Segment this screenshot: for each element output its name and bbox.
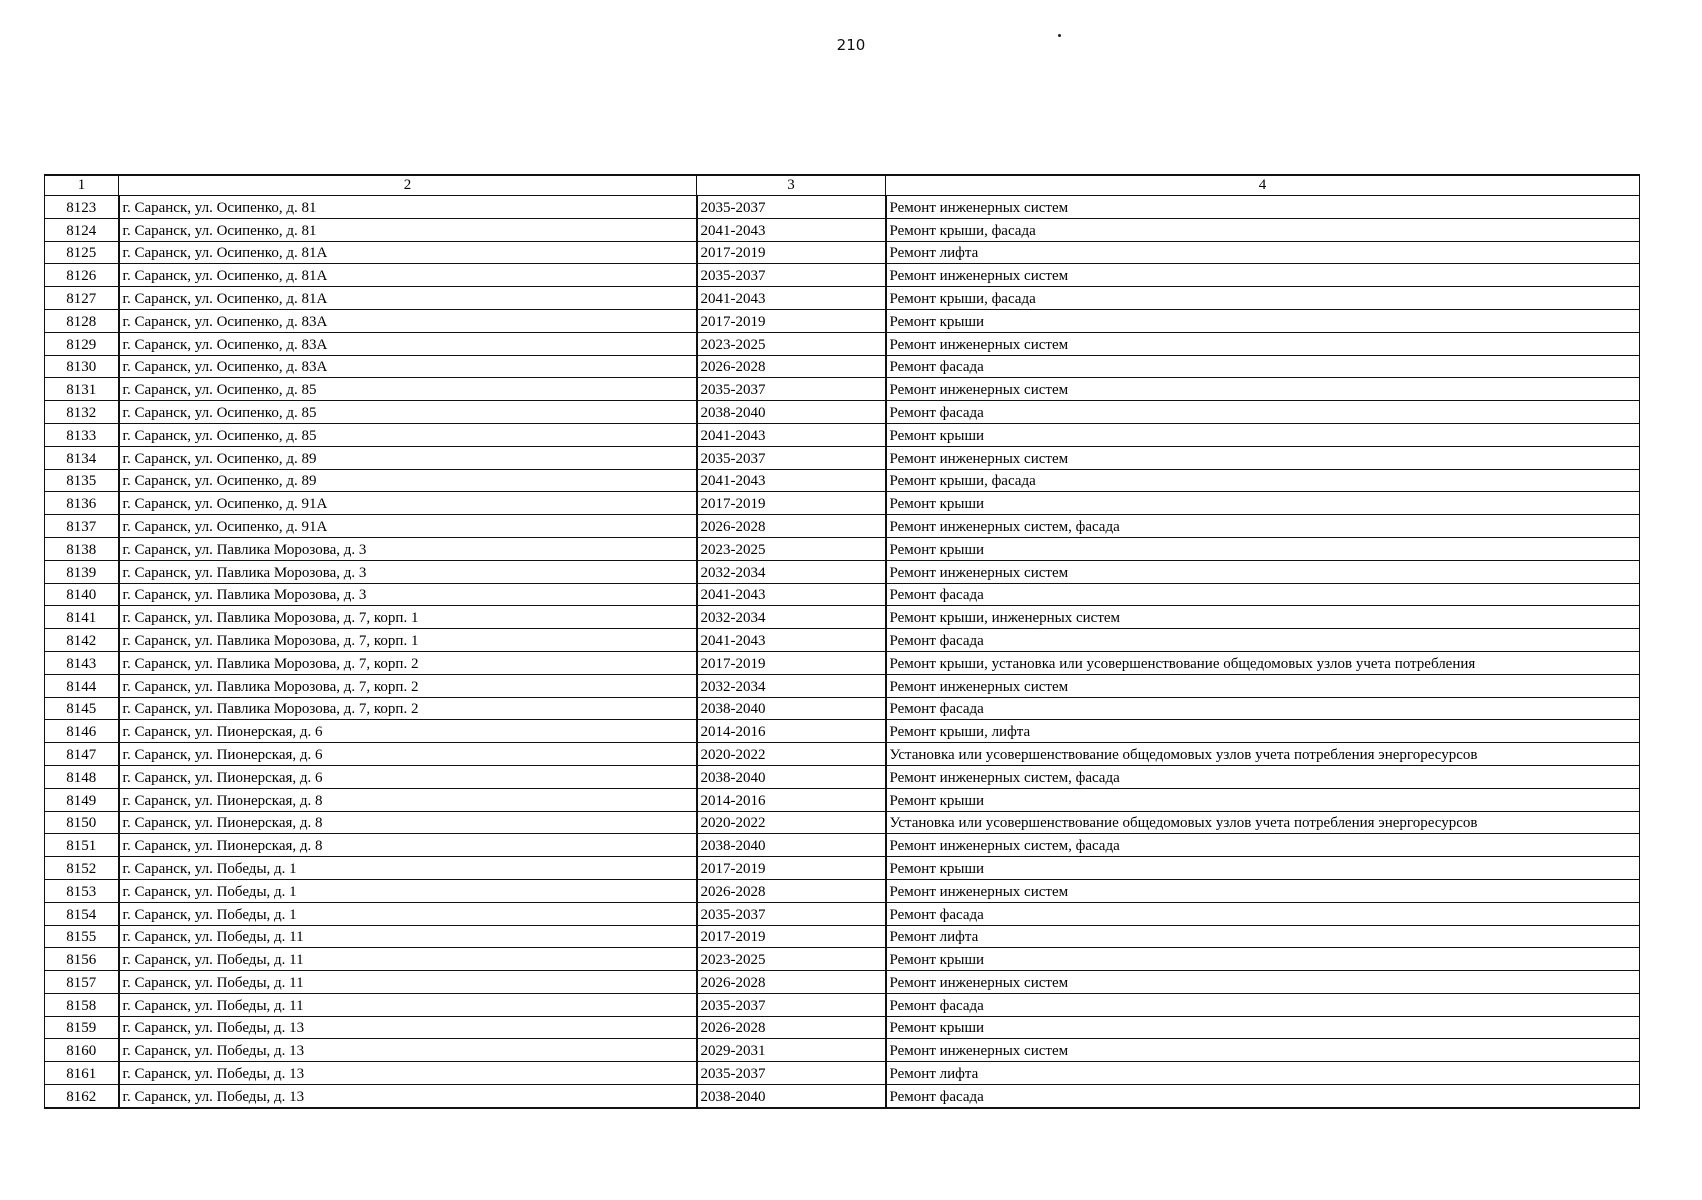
address-cell: г. Саранск, ул. Павлика Морозова, д. 3: [119, 537, 697, 560]
period-cell: 2035-2037: [697, 446, 886, 469]
address-cell: г. Саранск, ул. Павлика Морозова, д. 7, корп. 2: [119, 651, 697, 674]
table-row: [45, 515, 1640, 538]
period-cell: 2026-2028: [697, 1016, 886, 1039]
work-type-cell: Ремонт инженерных систем: [886, 332, 1640, 355]
table-row: [45, 1085, 1640, 1108]
row-number: 8142: [45, 629, 119, 652]
row-number: 8155: [45, 925, 119, 948]
address-cell: г. Саранск, ул. Павлика Морозова, д. 3: [119, 560, 697, 583]
table-row: [45, 401, 1640, 424]
table-row: [45, 196, 1640, 219]
table-row: [45, 857, 1640, 880]
period-cell: 2041-2043: [697, 469, 886, 492]
work-type-cell: Ремонт фасада: [886, 697, 1640, 720]
table-row: [45, 651, 1640, 674]
work-type-cell: Ремонт фасада: [886, 355, 1640, 378]
row-number: 8148: [45, 765, 119, 788]
row-number: 8157: [45, 971, 119, 994]
work-type-cell: Ремонт крыши, лифта: [886, 720, 1640, 743]
address-cell: г. Саранск, ул. Пионерская, д. 6: [119, 765, 697, 788]
work-type-cell: Ремонт крыши, инженерных систем: [886, 606, 1640, 629]
address-cell: г. Саранск, ул. Павлика Морозова, д. 3: [119, 583, 697, 606]
period-cell: 2023-2025: [697, 332, 886, 355]
period-cell: 2026-2028: [697, 515, 886, 538]
address-cell: г. Саранск, ул. Пионерская, д. 8: [119, 788, 697, 811]
work-type-cell: Ремонт лифта: [886, 1062, 1640, 1085]
work-type-cell: Ремонт инженерных систем: [886, 264, 1640, 287]
table-row: [45, 697, 1640, 720]
row-number: 8124: [45, 218, 119, 241]
address-cell: г. Саранск, ул. Победы, д. 13: [119, 1085, 697, 1108]
row-number: 8146: [45, 720, 119, 743]
table-row: [45, 355, 1640, 378]
address-cell: г. Саранск, ул. Пионерская, д. 6: [119, 743, 697, 766]
work-type-cell: Установка или усовершенствование общедомовых узлов учета потребления энергоресурсов: [886, 811, 1640, 834]
table-row: [45, 993, 1640, 1016]
table-row: [45, 765, 1640, 788]
row-number: 8158: [45, 993, 119, 1016]
table-row: [45, 925, 1640, 948]
period-cell: 2023-2025: [697, 948, 886, 971]
row-number: 8152: [45, 857, 119, 880]
period-cell: 2014-2016: [697, 720, 886, 743]
address-cell: г. Саранск, ул. Осипенко, д. 81А: [119, 287, 697, 310]
table-row: [45, 1039, 1640, 1062]
work-type-cell: Ремонт инженерных систем, фасада: [886, 834, 1640, 857]
address-cell: г. Саранск, ул. Победы, д. 13: [119, 1039, 697, 1062]
address-cell: г. Саранск, ул. Победы, д. 11: [119, 948, 697, 971]
table-row: [45, 811, 1640, 834]
work-type-cell: Ремонт фасада: [886, 629, 1640, 652]
row-number: 8161: [45, 1062, 119, 1085]
scan-speck: [1058, 34, 1061, 37]
row-number: 8147: [45, 743, 119, 766]
row-number: 8125: [45, 241, 119, 264]
address-cell: г. Саранск, ул. Пионерская, д. 8: [119, 834, 697, 857]
work-type-cell: Ремонт крыши: [886, 948, 1640, 971]
row-number: 8137: [45, 515, 119, 538]
period-cell: 2041-2043: [697, 583, 886, 606]
period-cell: 2041-2043: [697, 629, 886, 652]
address-cell: г. Саранск, ул. Победы, д. 1: [119, 857, 697, 880]
row-number: 8135: [45, 469, 119, 492]
work-type-cell: Ремонт крыши, установка или усовершенствование общедомовых узлов учета потребления: [886, 651, 1640, 674]
row-number: 8136: [45, 492, 119, 515]
row-number: 8127: [45, 287, 119, 310]
address-cell: г. Саранск, ул. Осипенко, д. 85: [119, 423, 697, 446]
capital-repair-table: [44, 174, 1640, 1109]
period-cell: 2026-2028: [697, 879, 886, 902]
address-cell: г. Саранск, ул. Осипенко, д. 81: [119, 218, 697, 241]
work-type-cell: Ремонт инженерных систем, фасада: [886, 765, 1640, 788]
work-type-cell: Ремонт инженерных систем: [886, 446, 1640, 469]
work-type-cell: Ремонт инженерных систем: [886, 196, 1640, 219]
row-number: 8145: [45, 697, 119, 720]
work-type-cell: Ремонт инженерных систем: [886, 1039, 1640, 1062]
work-type-cell: Ремонт фасада: [886, 401, 1640, 424]
table-row: [45, 378, 1640, 401]
row-number: 8131: [45, 378, 119, 401]
table-row: [45, 446, 1640, 469]
address-cell: г. Саранск, ул. Осипенко, д. 89: [119, 446, 697, 469]
row-number: 8156: [45, 948, 119, 971]
work-type-cell: Ремонт крыши: [886, 423, 1640, 446]
table-row: [45, 469, 1640, 492]
table-body: [45, 196, 1640, 1108]
address-cell: г. Саранск, ул. Победы, д. 13: [119, 1016, 697, 1039]
period-cell: 2017-2019: [697, 241, 886, 264]
work-type-cell: Ремонт инженерных систем: [886, 971, 1640, 994]
work-type-cell: Ремонт фасада: [886, 902, 1640, 925]
table-row: [45, 423, 1640, 446]
table-row: [45, 264, 1640, 287]
work-type-cell: Ремонт крыши, фасада: [886, 287, 1640, 310]
address-cell: г. Саранск, ул. Победы, д. 11: [119, 925, 697, 948]
period-cell: 2038-2040: [697, 834, 886, 857]
period-cell: 2017-2019: [697, 492, 886, 515]
table-row: [45, 537, 1640, 560]
work-type-cell: Ремонт крыши: [886, 857, 1640, 880]
period-cell: 2029-2031: [697, 1039, 886, 1062]
address-cell: г. Саранск, ул. Осипенко, д. 81А: [119, 264, 697, 287]
address-cell: г. Саранск, ул. Победы, д. 1: [119, 902, 697, 925]
period-cell: 2035-2037: [697, 264, 886, 287]
row-number: 8159: [45, 1016, 119, 1039]
work-type-cell: Ремонт инженерных систем: [886, 879, 1640, 902]
table-row: [45, 332, 1640, 355]
row-number: 8134: [45, 446, 119, 469]
period-cell: 2035-2037: [697, 378, 886, 401]
row-number: 8162: [45, 1085, 119, 1108]
address-cell: г. Саранск, ул. Победы, д. 13: [119, 1062, 697, 1085]
row-number: 8139: [45, 560, 119, 583]
table-row: [45, 1062, 1640, 1085]
address-cell: г. Саранск, ул. Осипенко, д. 91А: [119, 515, 697, 538]
period-cell: 2026-2028: [697, 355, 886, 378]
address-cell: г. Саранск, ул. Осипенко, д. 85: [119, 378, 697, 401]
row-number: 8149: [45, 788, 119, 811]
page-number: 210: [836, 36, 866, 54]
row-number: 8140: [45, 583, 119, 606]
row-number: 8126: [45, 264, 119, 287]
row-number: 8141: [45, 606, 119, 629]
header-col-3: 3: [697, 175, 886, 196]
address-cell: г. Саранск, ул. Пионерская, д. 8: [119, 811, 697, 834]
table-row: [45, 583, 1640, 606]
row-number: 8130: [45, 355, 119, 378]
work-type-cell: Ремонт инженерных систем, фасада: [886, 515, 1640, 538]
header-col-4: 4: [886, 175, 1640, 196]
table-row: [45, 629, 1640, 652]
address-cell: г. Саранск, ул. Павлика Морозова, д. 7, корп. 1: [119, 629, 697, 652]
work-type-cell: Ремонт фасада: [886, 1085, 1640, 1108]
address-cell: г. Саранск, ул. Осипенко, д. 91А: [119, 492, 697, 515]
period-cell: 2017-2019: [697, 309, 886, 332]
row-number: 8154: [45, 902, 119, 925]
table-row: [45, 606, 1640, 629]
work-type-cell: Ремонт фасада: [886, 993, 1640, 1016]
table-row: [45, 560, 1640, 583]
row-number: 8138: [45, 537, 119, 560]
table-row: [45, 218, 1640, 241]
work-type-cell: Ремонт лифта: [886, 925, 1640, 948]
address-cell: г. Саранск, ул. Осипенко, д. 89: [119, 469, 697, 492]
period-cell: 2038-2040: [697, 1085, 886, 1108]
address-cell: г. Саранск, ул. Осипенко, д. 85: [119, 401, 697, 424]
address-cell: г. Саранск, ул. Победы, д. 1: [119, 879, 697, 902]
address-cell: г. Саранск, ул. Павлика Морозова, д. 7, корп. 2: [119, 674, 697, 697]
address-cell: г. Саранск, ул. Победы, д. 11: [119, 993, 697, 1016]
period-cell: 2020-2022: [697, 811, 886, 834]
period-cell: 2017-2019: [697, 651, 886, 674]
address-cell: г. Саранск, ул. Павлика Морозова, д. 7, корп. 1: [119, 606, 697, 629]
address-cell: г. Саранск, ул. Осипенко, д. 81: [119, 196, 697, 219]
table-header-row: [45, 175, 1640, 196]
period-cell: 2032-2034: [697, 674, 886, 697]
work-type-cell: Ремонт крыши: [886, 537, 1640, 560]
table-row: [45, 948, 1640, 971]
table-row: [45, 971, 1640, 994]
period-cell: 2035-2037: [697, 993, 886, 1016]
period-cell: 2032-2034: [697, 560, 886, 583]
row-number: 8153: [45, 879, 119, 902]
period-cell: 2035-2037: [697, 1062, 886, 1085]
table-row: [45, 309, 1640, 332]
table-row: [45, 1016, 1640, 1039]
address-cell: г. Саранск, ул. Победы, д. 11: [119, 971, 697, 994]
period-cell: 2035-2037: [697, 196, 886, 219]
row-number: 8143: [45, 651, 119, 674]
table-row: [45, 902, 1640, 925]
header-col-1: 1: [45, 175, 119, 196]
address-cell: г. Саранск, ул. Осипенко, д. 83А: [119, 355, 697, 378]
period-cell: 2017-2019: [697, 925, 886, 948]
work-type-cell: Ремонт фасада: [886, 583, 1640, 606]
period-cell: 2038-2040: [697, 401, 886, 424]
work-type-cell: Ремонт крыши: [886, 1016, 1640, 1039]
row-number: 8133: [45, 423, 119, 446]
address-cell: г. Саранск, ул. Павлика Морозова, д. 7, корп. 2: [119, 697, 697, 720]
row-number: 8128: [45, 309, 119, 332]
address-cell: г. Саранск, ул. Осипенко, д. 81А: [119, 241, 697, 264]
work-type-cell: Ремонт крыши, фасада: [886, 469, 1640, 492]
work-type-cell: Ремонт инженерных систем: [886, 674, 1640, 697]
work-type-cell: Ремонт инженерных систем: [886, 378, 1640, 401]
address-cell: г. Саранск, ул. Осипенко, д. 83А: [119, 309, 697, 332]
period-cell: 2014-2016: [697, 788, 886, 811]
work-type-cell: Ремонт крыши, фасада: [886, 218, 1640, 241]
address-cell: г. Саранск, ул. Пионерская, д. 6: [119, 720, 697, 743]
period-cell: 2026-2028: [697, 971, 886, 994]
table-row: [45, 788, 1640, 811]
period-cell: 2017-2019: [697, 857, 886, 880]
work-type-cell: Ремонт лифта: [886, 241, 1640, 264]
table-row: [45, 879, 1640, 902]
row-number: 8150: [45, 811, 119, 834]
period-cell: 2023-2025: [697, 537, 886, 560]
period-cell: 2041-2043: [697, 287, 886, 310]
table-row: [45, 743, 1640, 766]
row-number: 8123: [45, 196, 119, 219]
period-cell: 2041-2043: [697, 218, 886, 241]
row-number: 8129: [45, 332, 119, 355]
address-cell: г. Саранск, ул. Осипенко, д. 83А: [119, 332, 697, 355]
period-cell: 2038-2040: [697, 697, 886, 720]
header-col-2: 2: [119, 175, 697, 196]
row-number: 8151: [45, 834, 119, 857]
row-number: 8144: [45, 674, 119, 697]
work-type-cell: Ремонт крыши: [886, 492, 1640, 515]
work-type-cell: Установка или усовершенствование общедомовых узлов учета потребления энергоресурсов: [886, 743, 1640, 766]
table-row: [45, 492, 1640, 515]
table-row: [45, 287, 1640, 310]
period-cell: 2035-2037: [697, 902, 886, 925]
table-row: [45, 674, 1640, 697]
work-type-cell: Ремонт инженерных систем: [886, 560, 1640, 583]
table-row: [45, 834, 1640, 857]
work-type-cell: Ремонт крыши: [886, 788, 1640, 811]
work-type-cell: Ремонт крыши: [886, 309, 1640, 332]
row-number: 8160: [45, 1039, 119, 1062]
period-cell: 2020-2022: [697, 743, 886, 766]
table-row: [45, 241, 1640, 264]
period-cell: 2041-2043: [697, 423, 886, 446]
table-row: [45, 720, 1640, 743]
period-cell: 2032-2034: [697, 606, 886, 629]
period-cell: 2038-2040: [697, 765, 886, 788]
row-number: 8132: [45, 401, 119, 424]
